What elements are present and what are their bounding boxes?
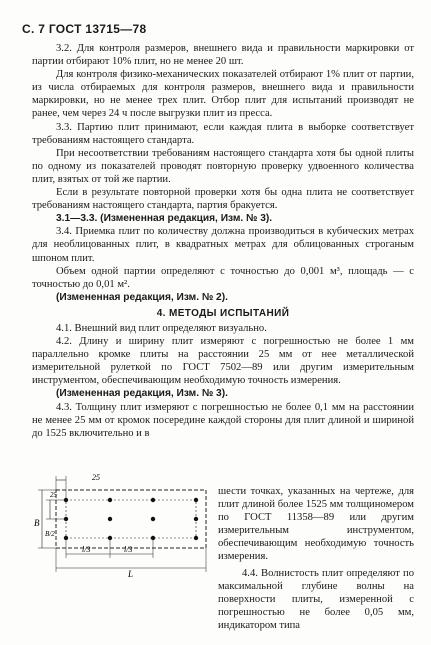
paragraph-reject: Если в результате повторной проверки хотя бы одна плита не соответствует требованиям настоящего стандарта, партия бракуется. (32, 187, 414, 212)
paragraph-nonconformity: При несоответствии требованиям настоящего стандарта хотя бы одной плиты по одному из показателей проводят повторную проверку удвоенного количества плит, взятых от той же партии. (32, 147, 414, 185)
paragraph-3-3: 3.3. Партию плит принимают, если каждая плита в выборке соответствует требованиям настоящего стандарта. (32, 121, 414, 146)
amendment-note-3: 3.1—3.3. (Измененная редакция, Изм. № 3). (56, 213, 273, 225)
top-dim-label: 25 (92, 473, 100, 482)
third-label-2: l/3 (124, 545, 133, 554)
paragraph-3-2: 3.2. Для контроля размеров, внешнего вида и правильности маркировки от партии отбирают 10% плит, но не менее 20 шт. (32, 43, 414, 68)
point (151, 498, 155, 502)
paragraph-4-3-cont: шести точках, указанных на чертеже, для плит длиной более 1525 мм толщиномером по ГОСТ 11358—89 или другим измерительным инструментом, обеспечивающим необходимую точность измерения. (218, 486, 414, 563)
main-text-block (32, 42, 414, 440)
measurement-diagram (28, 470, 214, 580)
third-label-1: l/3 (82, 545, 91, 554)
page-header: С. 7 ГОСТ 13715—78 (22, 22, 147, 36)
point (151, 517, 155, 521)
measurement-points (64, 498, 198, 540)
width-label: B (34, 518, 40, 528)
plate-outline (56, 490, 206, 548)
paragraph-4-4: 4.4. Волнистость плит определяют по максимальной глубине волны на поверхности плиты, измеренной с погрешностью не более 0,05 мм, индикатором типа (218, 567, 414, 631)
amendment-note-3b: (Измененная редакция, Изм. № 3). (56, 388, 228, 400)
offset-outline (66, 500, 196, 538)
paragraph-4-1: 4.1. Внешний вид плит определяют визуально. (56, 322, 267, 334)
half-width-label: B/2 (45, 530, 55, 538)
amendment-note-2: (Измененная редакция, Изм. № 2). (56, 291, 228, 303)
point (194, 536, 198, 540)
paragraph-3-4: 3.4. Приемка плит по количеству должна производиться в кубических метрах для необлицованных плит, в квадратных метрах для облицованных строганым шпоном плит. (32, 226, 414, 264)
paragraph-volume: Объем одной партии определяют с точностью до 0,001 м³, площадь — с точностью до 0,01 м². (32, 265, 414, 290)
left-dim-label: 25 (50, 491, 57, 499)
paragraph-4-3: 4.3. Толщину плит измеряют с погрешностью не более 0,1 мм на расстоянии не менее 25 мм от кромок посередине каждой стороны для плит длиной и шириной до 1525 включительно и в (32, 401, 414, 439)
length-label: L (128, 569, 134, 579)
section-heading: 4. МЕТОДЫ ИСПЫТАНИЙ (156, 307, 290, 319)
paragraph-4-2: 4.2. Длину и ширину плит измеряют с погрешностью не более 1 мм параллельно кромке плиты на расстоянии 25 мм от нее металлической измерительной рулеткой по ГОСТ 7502—89 или другим измерительным инструментом, обеспечивающим необходимую точность измерения. (32, 336, 414, 387)
point (194, 517, 198, 521)
point (194, 498, 198, 502)
paragraph-physmech: Для контроля физико-механических показателей отбирают 1% плит от партии, из числа отбираемых для контроля размеров, внешнего вида и правильности маркировки, но не менее трех плит. Отбор плит для испытаний производят не ранее, чем через 24 ч после выгрузки плит из пресса. (32, 69, 414, 120)
point (108, 498, 112, 502)
point (108, 517, 112, 521)
right-column-text (218, 485, 414, 632)
